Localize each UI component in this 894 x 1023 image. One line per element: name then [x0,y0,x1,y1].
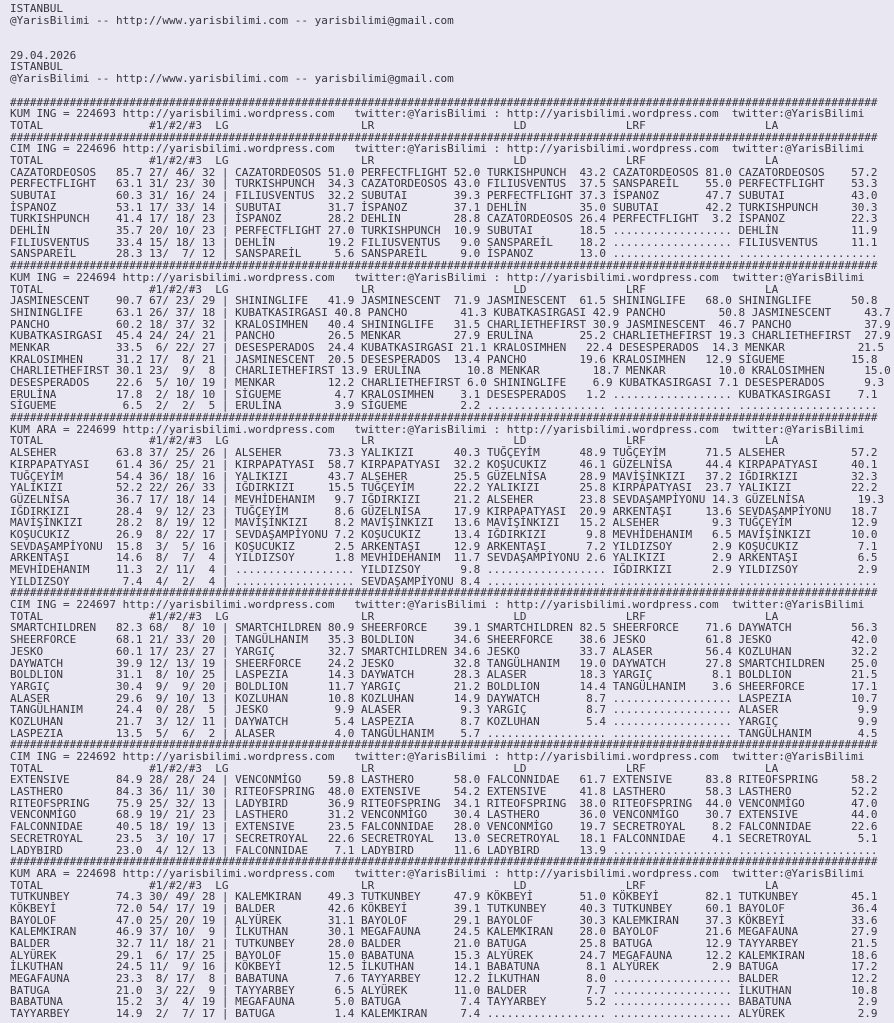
data-row: JESKO 60.1 17/ 23/ 27 | YARGIÇ 32.7 SMARTCHILDREN 34.6 JESKO 33.7 ALASER 56.4 KOZLUHAN 32.2 [10,644,878,658]
data-row: MEGAFAUNA 23.3 8/ 17/ 8 | BABATUNA 7.6 TAYYARBEY 12.2 İLKUTHAN 8.0 .................. BALDER 12.2 [10,972,878,986]
data-row: DAYWATCH 39.9 12/ 13/ 19 | SHEERFORCE 24.2 JESKO 32.8 TANGÜLHANIM 19.0 DAYWATCH 27.8 SMARTCHILDREN 25.0 [10,656,878,670]
data-row: SECRETROYAL 23.5 3/ 10/ 17 | SECRETROYAL 22.6 SECRETROYAL 13.0 SECRETROYAL 18.1 FALCONNIDAE 4.1 SECRETROYAL 5.1 [10,831,878,845]
data-row: PANCHO 60.2 18/ 37/ 32 | KRALOSIMHEN 40.4 SHININGLIFE 31.5 CHARLIETHEFIRST 30.9 JASMINESCENT 46.7 PANCHO 37.9 [10,317,891,331]
column-header: TOTAL #1/#2/#3 LG LR LD LRF LA [10,118,779,132]
hash-divider: ################################################################################################################################### [10,411,878,425]
data-row: ERULİNA 17.8 2/ 18/ 10 | SİGUEME 4.7 KRALOSIMHEN 3.1 DESESPERADOS 1.2 .................. KUBATKASIRGASI 7.1 [10,387,878,401]
section-title: CIM ING = 224697 http://yarisbilimi.wordpress.com twitter:@YarisBilimi : http://yarisbilimi.wordpress.com twitter:@YarisBilimi [10,598,865,612]
data-row: FILIUSVENTUS 33.4 15/ 18/ 13 | DEHLİN 19.2 FILIUSVENTUS 9.0 SANSPAREİL 18.2 .................. FILIUSVENTUS 11.1 [10,235,878,249]
masthead-city-repeat: ISTANBUL [10,60,63,74]
data-row: YILDIZSOY 7.4 4/ 2/ 4 | .................. SEVDAŞAMPİYONU 8.4 .................. .................. ..................... [10,574,878,588]
data-row: BATUGA 21.0 3/ 22/ 9 | TAYYARBEY 6.5 ALYÜREK 11.0 BALDER 7.7 .................. İLKUTHAN 10.8 [10,983,878,997]
data-row: SİGUEME 6.5 2/ 2/ 5 | ERULİNA 3.9 SİGUEME 2.2 .................. .................. ..................... [10,399,878,413]
data-row: TURKISHPUNCH 41.4 17/ 18/ 23 | İSPANOZ 28.2 DEHLİN 28.8 CAZATORDEOSOS 26.4 PERFECTFLIGHT 3.2 İSPANOZ 22.3 [10,212,878,226]
hash-divider: ################################################################################################################################### [10,738,878,752]
data-row: MAVİŞİNKIZI 28.2 8/ 19/ 12 | MAVİŞİNKIZI 8.2 MAVİŞİNKIZI 13.6 MAVİŞİNKIZI 15.2 ALSEHER 9.3 TUĞÇEYİM 12.9 [10,516,878,530]
data-row: CHARLIETHEFIRST 30.1 23/ 9/ 8 | CHARLIETHEFIRST 13.9 ERULİNA 10.8 MENKAR 18.7 MENKAR 10.0 KRALOSIMHEN 15.0 [10,364,891,378]
masthead [10,3,894,97]
section-title: KUM ARA = 224699 http://yarisbilimi.wordpress.com twitter:@YarisBilimi : http://yarisbilimi.wordpress.com twitter:@YarisBilimi [10,422,865,436]
data-row: VENCONMİGO 68.9 19/ 21/ 23 | LASTHERO 31.2 VENCONMİGO 30.4 LASTHERO 36.0 VENCONMİGO 30.7 EXTENSIVE 44.0 [10,808,878,822]
data-row: PERFECTFLIGHT 63.1 31/ 23/ 30 | TURKISHPUNCH 34.3 CAZATORDEOSOS 43.0 FILIUSVENTUS 37.5 SANSPAREİL 55.0 PERFECTFLIGHT 53.3 [10,177,878,191]
data-row: LASPEZIA 13.5 5/ 6/ 2 | ALASER 4.0 TANGÜLHANIM 5.7 .................. .................. TANGÜLHANIM 4.5 [10,726,878,740]
data-row: IĞDIRKIZI 28.4 9/ 12/ 23 | TUĞÇEYİM 8.6 GÜZELNİSA 17.9 KIRPAPATYASI 20.9 ARKENTAŞI 13.6 SEVDAŞAMPİYONU 18.7 [10,504,878,518]
data-row: ALYÜREK 29.1 6/ 17/ 25 | BAYOLOF 15.0 BABATUNA 15.3 ALYÜREK 24.7 MEGAFAUNA 12.2 KALEMKIRAN 18.6 [10,948,878,962]
data-row: SUBUTAI 60.3 31/ 16/ 24 | FILIUSVENTUS 32.2 SUBUTAI 39.3 PERFECTFLIGHT 37.3 İSPANOZ 47.7 SUBUTAI 43.0 [10,189,878,202]
data-row: KUBATKASIRGASI 45.4 24/ 24/ 21 | PANCHO 26.5 MENKAR 27.9 ERULİNA 25.2 CHARLIETHEFIRST 19.3 CHARLIETHEFIRST 27.9 [10,329,891,343]
data-row: KALEMKIRAN 46.9 37/ 10/ 9 | İLKUTHAN 30.1 MEGAFAUNA 24.5 KALEMKIRAN 28.0 BAYOLOF 21.6 MEGAFAUNA 27.9 [10,925,878,939]
data-row: İSPANOZ 53.1 17/ 33/ 14 | SUBUTAI 31.7 İSPANOZ 37.1 DEHLİN 35.0 SUBUTAI 42.2 TURKISHPUNCH 30.3 [10,200,878,214]
data-row: MEVHİDEHANIM 11.3 2/ 11/ 4 | .................. YILDIZSOY 9.8 .................. IĞDIRKIZI 2.9 YILDIZSOY 2.9 [10,563,878,576]
hash-divider: ################################################################################################################################### [10,130,878,144]
section-title: KUM ING = 224694 http://yarisbilimi.wordpress.com twitter:@YarisBilimi : http://yarisbilimi.wordpress.com twitter:@YarisBilimi [10,270,865,284]
data-row: DEHLİN 35.7 20/ 10/ 23 | PERFECTFLIGHT 27.0 TURKISHPUNCH 10.9 SUBUTAI 18.5 .................. DEHLİN 11.9 [10,224,878,238]
masthead-city: ISTANBUL [10,2,63,15]
blank-line [10,38,894,50]
data-row: TANGÜLHANIM 24.4 0/ 28/ 5 | JESKO 9.9 ALASER 9.3 YARGIÇ 8.7 .................. ALASER 9.9 [10,703,878,717]
data-row: YARGIÇ 30.4 9/ 9/ 20 | BOLDLION 11.7 YARGIÇ 21.2 BOLDLION 14.4 TANGÜLHANIM 3.6 SHEERFORCE 17.1 [10,679,878,693]
data-row: TUĞÇEYİM 54.4 36/ 18/ 16 | YALIKIZI 43.7 ALSEHER 25.5 GÜZELNİSA 28.9 MAVİŞİNKIZI 37.2 IĞDIRKIZI 32.3 [10,469,878,483]
data-row: YALIKIZI 52.2 22/ 26/ 33 | IĞDIRKIZI 15.5 TUĞÇEYİM 22.2 YALIKIZI 25.8 KIRPAPATYASI 23.7 YALIKIZI 22.2 [10,481,878,495]
data-row: MENKAR 33.5 6/ 22/ 27 | DESESPERADOS 24.4 KUBATKASIRGASI 21.1 KRALOSIMHEN 22.4 DESESPERADOS 14.3 MENKAR 21.5 [10,340,885,354]
blank-line [10,26,894,38]
column-header: TOTAL #1/#2/#3 LG LR LD LRF LA [10,609,779,623]
data-row: GÜZELNİSA 36.7 17/ 18/ 14 | MEVHİDEHANIM 9.7 IĞDIRKIZI 21.2 ALSEHER 23.8 SEVDAŞAMPİYONU 14.3 GÜZELNİSA 19.3 [10,492,885,506]
column-header: TOTAL #1/#2/#3 LG LR LD LRF LA [10,878,779,892]
column-header: TOTAL #1/#2/#3 LG LR LD LRF LA [10,761,779,775]
data-row: TAYYARBEY 14.9 2/ 7/ 17 | BATUGA 1.4 KALEMKIRAN 7.4 .................. .................. ALYÜREK 2.9 [10,1007,878,1021]
blank-line [10,85,894,97]
data-row: RITEOFSPRING 75.9 25/ 32/ 13 | LADYBIRD 36.9 RITEOFSPRING 34.1 RITEOFSPRING 38.0 RITEOFSPRING 44.0 VENCONMİGO 47.0 [10,796,878,810]
masthead-contact-repeat: @YarisBilimi -- http://www.yarisbilimi.com -- yarisbilimi@gmail.com [10,72,454,86]
data-row: ALASER 29.6 9/ 10/ 13 | KOZLUHAN 10.8 KOZLUHAN 14.9 DAYWATCH 8.7 .................. LASPEZIA 10.7 [10,691,878,705]
data-row: LASTHERO 84.3 36/ 11/ 30 | RITEOFSPRING 48.0 EXTENSIVE 54.2 EXTENSIVE 41.8 LASTHERO 58.3 LASTHERO 52.2 [10,785,878,799]
hash-divider: ################################################################################################################################### [10,259,878,273]
section-title: CIM ING = 224692 http://yarisbilimi.wordpress.com twitter:@YarisBilimi : http://yarisbilimi.wordpress.com twitter:@YarisBilimi [10,750,865,763]
data-row: TUTKUNBEY 74.3 30/ 49/ 28 | KALEMKIRAN 49.3 TUTKUNBEY 47.9 KÖKBEYİ 51.0 KÖKBEYİ 82.1 TUTKUNBEY 45.1 [10,890,878,904]
data-row: BALDER 32.7 11/ 18/ 21 | TUTKUNBEY 28.0 BALDER 21.0 BATUGA 25.8 BATUGA 12.9 TAYYARBEY 21.5 [10,937,878,950]
data-row: BABATUNA 15.2 3/ 4/ 19 | MEGAFAUNA 5.0 BATUGA 7.4 TAYYARBEY 5.2 .................. BABATUNA 2.9 [10,995,878,1009]
data-row: LADYBIRD 23.0 4/ 12/ 13 | FALCONNIDAE 7.1 LADYBIRD 11.6 LADYBIRD 13.9 .................. ..................... [10,843,878,857]
data-row: FALCONNIDAE 40.5 18/ 19/ 13 | EXTENSIVE 23.5 FALCONNIDAE 28.0 VENCONMİGO 19.7 SECRETROYAL 8.2 FALCONNIDAE 22.6 [10,820,878,834]
data-row: DESESPERADOS 22.6 5/ 10/ 19 | MENKAR 12.2 CHARLIETHEFIRST 6.0 SHININGLIFE 6.9 KUBATKASIRGASI 7.1 DESESPERADOS 9.3 [10,376,885,389]
data-row: CAZATORDEOSOS 85.7 27/ 46/ 32 | CAZATORDEOSOS 51.0 PERFECTFLIGHT 52.0 TURKISHPUNCH 43.2 CAZATORDEOSOS 81.0 CAZATORDEOSOS 57.2 [10,165,878,179]
column-header: TOTAL #1/#2/#3 LG LR LD LRF LA [10,153,779,167]
data-row: ARKENTAŞI 14.6 8/ 7/ 4 | YILDIZSOY 1.8 MEVHİDEHANIM 11.7 SEVDAŞAMPİYONU 2.6 YALIKIZI 2.9 ARKENTAŞI 6.5 [10,551,878,565]
data-row: İLKUTHAN 24.5 11/ 9/ 16 | KÖKBEYİ 12.5 İLKUTHAN 14.1 BABATUNA 8.1 ALYÜREK 2.9 BATUGA 17.2 [10,960,878,974]
report-sections [10,97,894,1020]
column-header: TOTAL #1/#2/#3 LG LR LD LRF LA [10,434,779,448]
data-row: KÖKBEYİ 72.0 54/ 17/ 19 | BALDER 42.6 KÖKBEYİ 39.1 TUTKUNBEY 40.3 TUTKUNBEY 60.1 BAYOLOF 36.4 [10,901,878,915]
data-row: SHININGLIFE 63.1 26/ 37/ 18 | KUBATKASIRGASI 40.8 PANCHO 41.3 KUBATKASIRGASI 42.9 PANCHO 50.8 JASMINESCENT 43.7 [10,305,891,319]
data-row: SANSPAREİL 28.3 13/ 7/ 12 | SANSPAREİL 5.6 SANSPAREİL 9.0 İSPANOZ 13.0 .................. ..................... [10,247,878,261]
data-row: ALSEHER 63.8 37/ 25/ 26 | ALSEHER 73.3 YALIKIZI 40.3 TUĞÇEYİM 48.9 TUĞÇEYİM 71.5 ALSEHER 57.2 [10,446,878,460]
column-header: TOTAL #1/#2/#3 LG LR LD LRF LA [10,282,779,296]
hash-divider: ################################################################################################################################### [10,586,878,600]
data-row: SEVDAŞAMPİYONU 15.8 3/ 5/ 16 | KOŞUCUKIZ 2.5 ARKENTAŞI 12.9 ARKENTAŞI 7.2 YILDIZSOY 2.9 KOŞUCUKIZ 7.1 [10,539,878,553]
data-row: KOŞUCUKIZ 26.9 8/ 22/ 17 | SEVDAŞAMPİYONU 7.2 KOŞUCUKIZ 13.4 IĞDIRKIZI 9.8 MEVHİDEHANIM 6.5 MAVİŞİNKIZI 10.0 [10,527,878,541]
section-title: CIM ING = 224696 http://yarisbilimi.wordpress.com twitter:@YarisBilimi : http://yarisbilimi.wordpress.com twitter:@YarisBilimi [10,142,865,156]
data-row: SHEERFORCE 68.1 21/ 33/ 20 | TANGÜLHANIM 35.3 BOLDLION 34.6 SHEERFORCE 38.6 JESKO 61.8 JESKO 42.0 [10,633,878,647]
data-row: EXTENSIVE 84.9 28/ 28/ 24 | VENCONMİGO 59.8 LASTHERO 58.0 FALCONNIDAE 61.7 EXTENSIVE 83.8 RITEOFSPRING 58.2 [10,773,878,787]
hash-divider: ################################################################################################################################### [10,95,878,109]
report-date: 29.04.2026 [10,48,77,62]
section-title: KUM ING = 224693 http://yarisbilimi.wordpress.com twitter:@YarisBilimi : http://yarisbilimi.wordpress.com twitter:@YarisBilimi [10,107,865,121]
data-row: KIRPAPATYASI 61.4 36/ 25/ 21 | KIRPAPATYASI 58.7 KIRPAPATYASI 32.2 KOŞUCUKIZ 46.1 GÜZELNİSA 44.4 KIRPAPATYASI 40.1 [10,457,878,471]
data-row: BAYOLOF 47.0 25/ 20/ 19 | ALYÜREK 31.1 BAYOLOF 29.1 BAYOLOF 30.3 KALEMKIRAN 37.3 KÖKBEYİ 33.6 [10,913,878,927]
data-row: SMARTCHILDREN 82.3 68/ 8/ 10 | SMARTCHILDREN 80.9 SHEERFORCE 39.1 SMARTCHILDREN 82.5 SHEERFORCE 71.6 DAYWATCH 56.3 [10,621,878,635]
hash-divider: ################################################################################################################################### [10,855,878,869]
section-title: KUM ARA = 224698 http://yarisbilimi.wordpress.com twitter:@YarisBilimi : http://yarisbilimi.wordpress.com twitter:@YarisBilimi [10,866,865,880]
data-row: JASMINESCENT 90.7 67/ 23/ 29 | SHININGLIFE 41.9 JASMINESCENT 71.9 JASMINESCENT 61.5 SHININGLIFE 68.0 SHININGLIFE 50.8 [10,294,878,308]
data-row: BOLDLION 31.1 8/ 10/ 25 | LASPEZIA 14.3 DAYWATCH 28.3 ALASER 18.3 YARGIÇ 8.1 BOLDLION 21.5 [10,668,878,682]
data-row: KRALOSIMHEN 31.2 17/ 8/ 21 | JASMINESCENT 20.5 DESESPERADOS 13.4 PANCHO 19.6 KRALOSIMHEN 12.9 SİGUEME 15.8 [10,352,878,366]
data-row: KOZLUHAN 21.7 3/ 12/ 11 | DAYWATCH 5.4 LASPEZIA 8.7 KOZLUHAN 5.4 .................. YARGIÇ 9.9 [10,714,878,728]
masthead-contact: @YarisBilimi -- http://www.yarisbilimi.com -- yarisbilimi@gmail.com [10,13,454,27]
